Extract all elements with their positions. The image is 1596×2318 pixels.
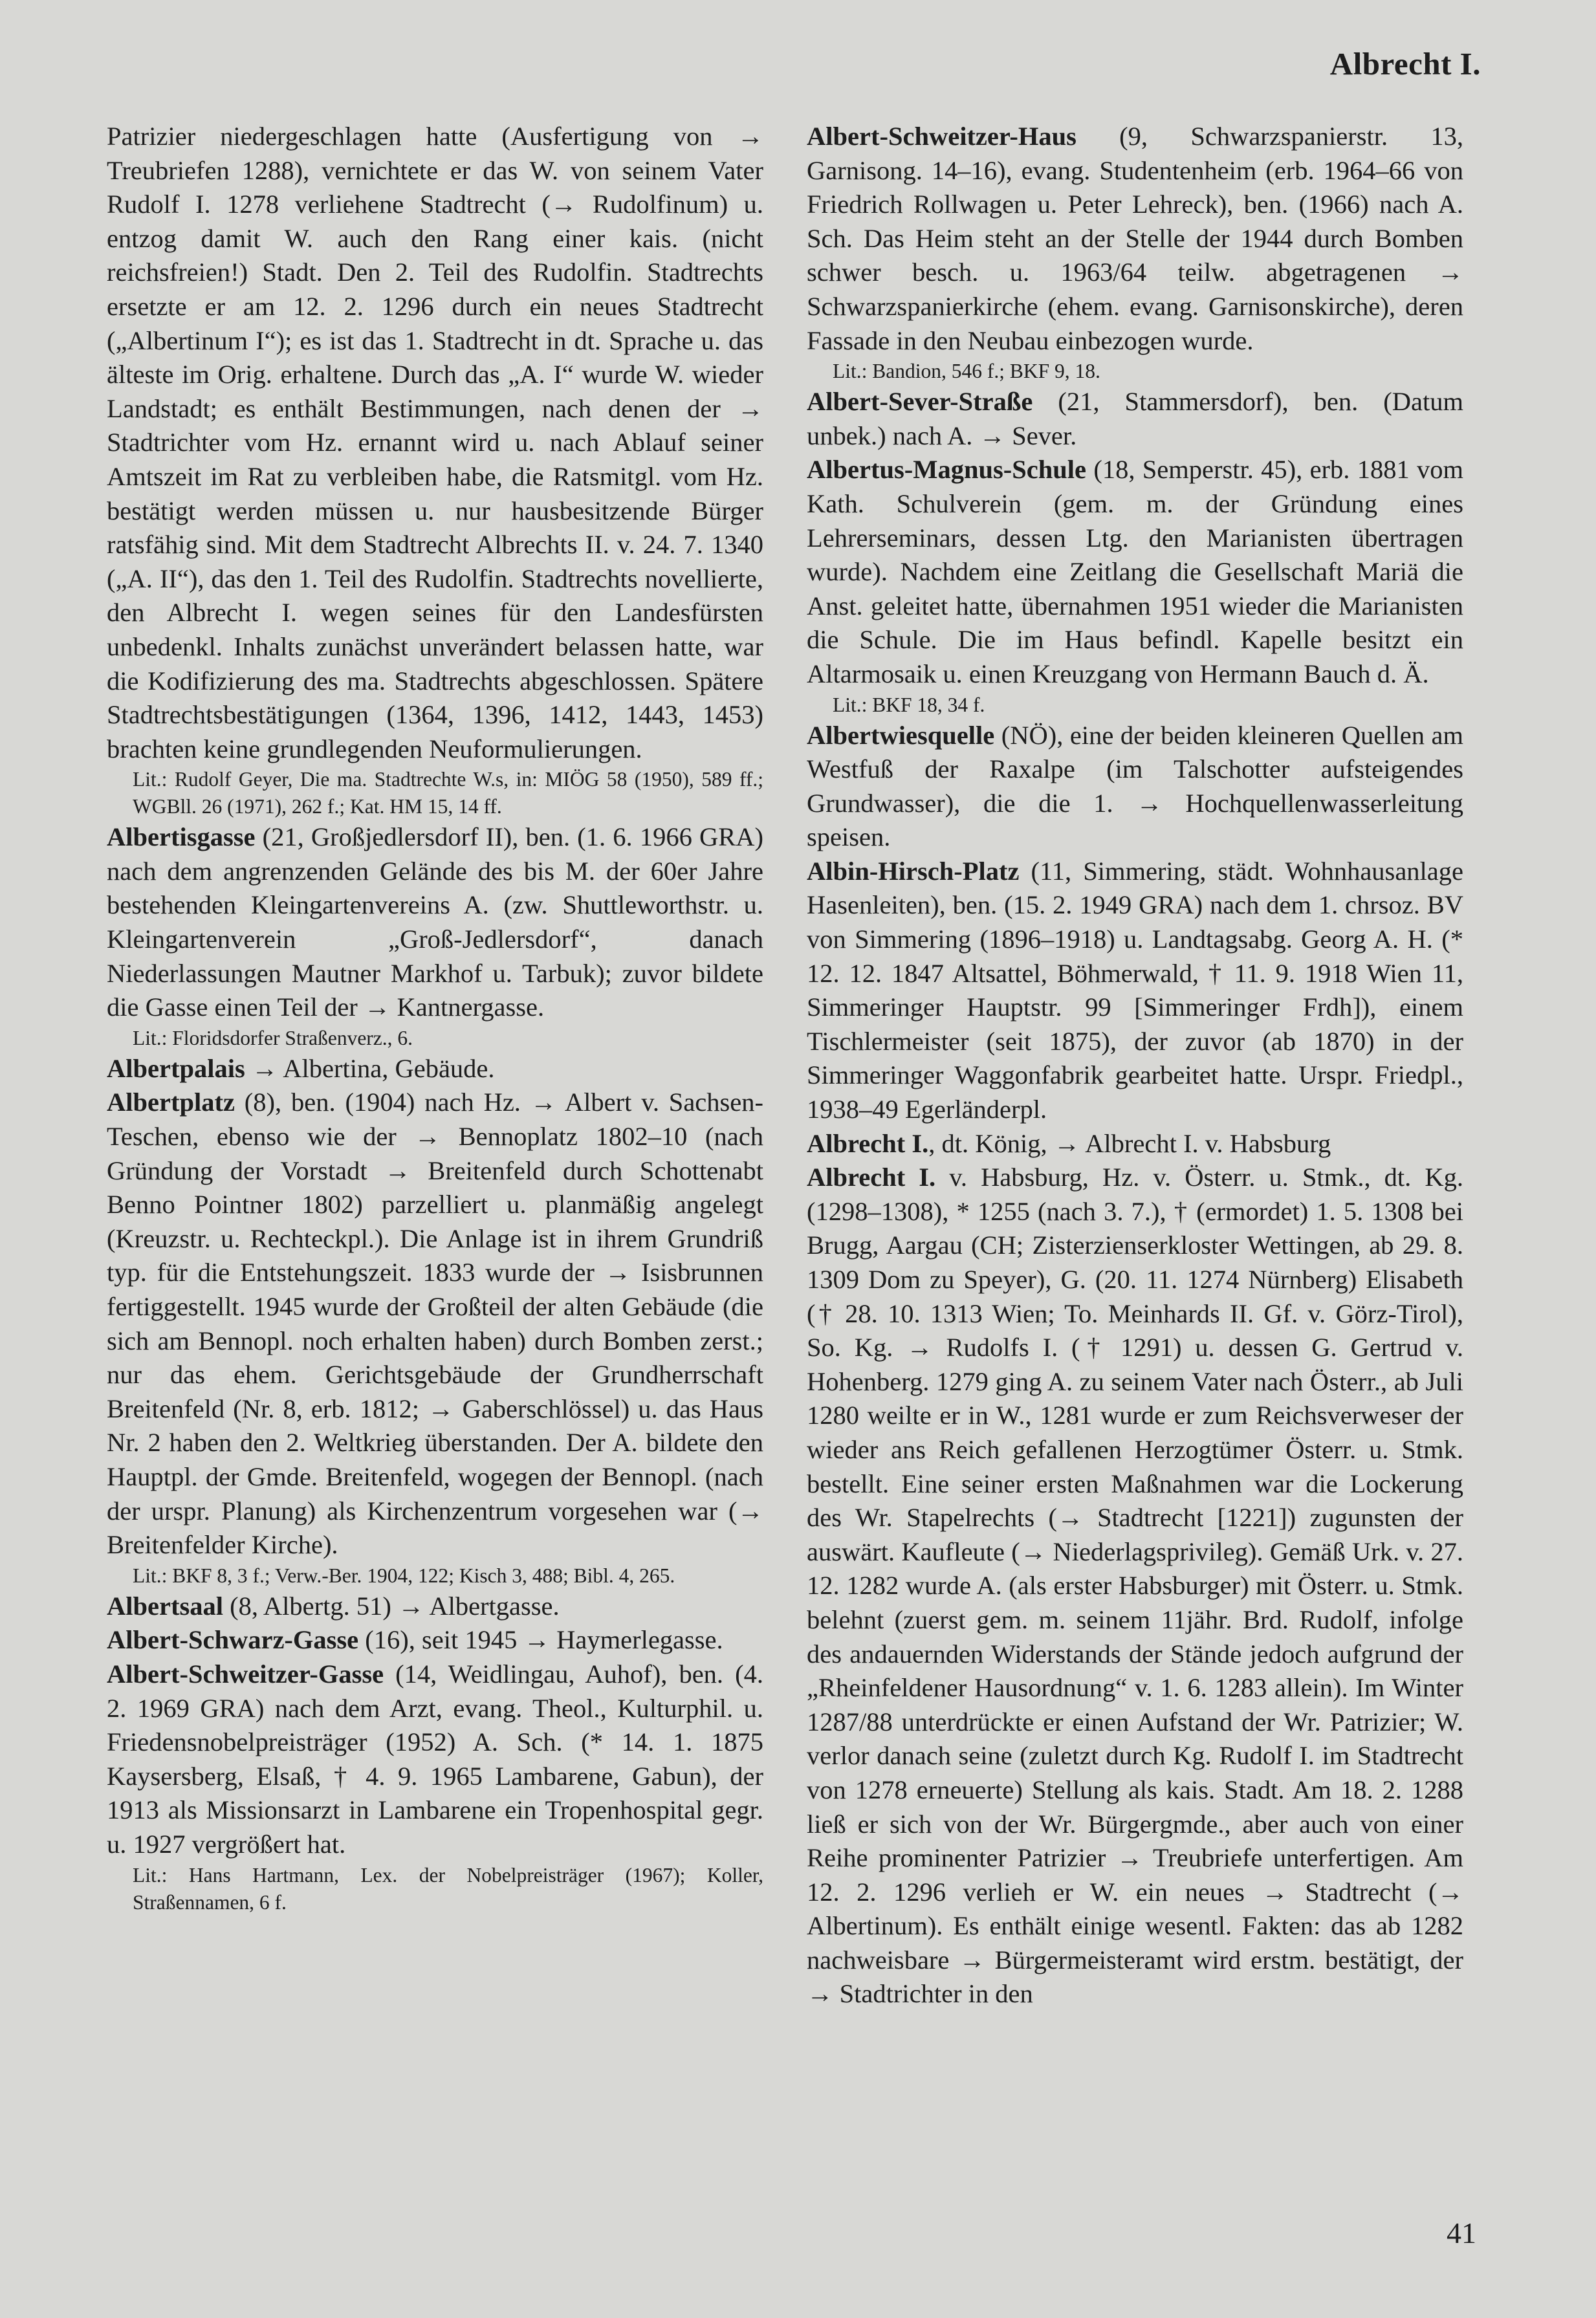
entry-body: (NÖ), eine der beiden kleineren Quellen am Westfuß der Raxalpe (im Talschotter aufsteigendes Grundwasser), die die 1. → Hochquellenwasserleitung speisen. (807, 720, 1463, 852)
dictionary-entry (107, 1623, 763, 1657)
entry-headword: Albertpalais (107, 1053, 245, 1083)
dictionary-entry (807, 855, 1463, 1127)
dictionary-entry (807, 385, 1463, 453)
dictionary-entry (807, 120, 1463, 358)
entry-body: (21, Stammersdorf), ben. (Datum unbek.) nach A. → Sever. (807, 387, 1463, 450)
entry-body: (14, Weidlingau, Auhof), ben. (4. 2. 1969 GRA) nach dem Arzt, evang. Theol., Kulturphil. u. Friedensnobelpreisträger (1952) A. Sch. (* 14. 1. 1875 Kaysersberg, Elsaß, † 4. 9. 1965 Lambarene, Gabun), der 1913 als Missionsarzt in Lambarene ein Tropenhospital gegr. u. 1927 vergrößert hat. (107, 1659, 763, 1859)
entry-headword: Albert-Sever-Straße (807, 387, 1033, 417)
running-head: Albrecht I. (1329, 46, 1481, 82)
entry-body: (21, Großjedlersdorf II), ben. (1. 6. 1966 GRA) nach dem angrenzenden Gelände des bis M. der 60er Jahre bestehenden Kleingartenvereins A. (zw. Shuttleworthstr. u. Kleingartenverein „Groß-Jedlersdorf“, danach Niederlassungen Mautner Markhof u. Tarbuk); zuvor bildete die Gasse einen Teil der → Kantnergasse. (107, 822, 763, 1022)
dictionary-entry (807, 1161, 1463, 2011)
entry-headword: Albertwiesquelle (807, 720, 995, 750)
dictionary-entry (107, 1590, 763, 1624)
literature-reference: Lit.: Hans Hartmann, Lex. der Nobelpreisträger (1967); Koller, Straßennamen, 6 f. (133, 1863, 763, 1914)
dictionary-entry (107, 1086, 763, 1562)
entry-body: v. Habsburg, Hz. v. Österr. u. Stmk., dt. Kg. (1298–1308), * 1255 (nach 3. 7.), † (ermordet) 1. 5. 1308 bei Brugg, Aargau (CH; Zisterzienserkloster Wettingen, ab 29. 8. 1309 Dom zu Speyer), G. (20. 11. 1274 Nürnberg) Elisabeth († 28. 10. 1313 Wien; To. Meinhards II. Gf. v. Görz-Tirol), So. Kg. → Rudolfs I. († 1291) u. dessen G. Gertrud v. Hohenberg. 1279 ging A. zu seinem Vater nach Österr., ab Juli 1280 weilte er in W., 1281 wurde er zum Reichsverweser der wieder ans Reich gefallenen Herzogtümer Österr. u. Stmk. bestellt. Eine seiner ersten Maßnahmen war die Lockerung des Wr. Stapelrechts (→ Stadtrecht [1221]) zugunsten der auswärt. Kaufleute (→ Niederlagsprivileg). Gemäß Urk. v. 27. 12. 1282 wurde A. (als erster Habsburger) mit Österr. u. Stmk. belehnt (zuerst gem. m. seinem 11jähr. Brd. Rudolf, infolge des andauernden Widerstands der Stände jedoch aufgrund der „Rheinfeldener Hausordnung“ v. 1. 6. 1283 allein). Im Winter 1287/88 unterdrückte er einen Aufstand der Wr. Patrizier; W. verlor danach seine (zuletzt durch Kg. Rudolf I. im Stadtrecht von 1278 erneuerte) Stellung als kais. Stadt. Am 18. 2. 1288 ließ er sich von der Wr. Bürgergmde., aber auch von einer Reihe prominenter Patrizier → Treubriefe unterfertigen. Am 12. 2. 1296 verlieh er W. ein neues → Stadtrecht (→ Albertinum). Es enthält einige wesentl. Fakten: das ab 1282 nachweisbare → Bürgermeisteramt wird erstm. bestätigt, der → Stadtrichter in den (807, 1163, 1463, 2009)
entry-body: → Albertina, Gebäude. (245, 1053, 495, 1083)
dictionary-entry (107, 1052, 763, 1086)
entry-headword: Albert-Schwarz-Gasse (107, 1625, 359, 1655)
dictionary-entry (107, 1657, 763, 1862)
literature-reference: Lit.: BKF 8, 3 f.; Verw.-Ber. 1904, 122; Kisch 3, 488; Bibl. 4, 265. (133, 1564, 675, 1587)
entry-headword: Albrecht I. (807, 1163, 936, 1192)
entry-headword: Albin-Hirsch-Platz (807, 856, 1020, 886)
entry-headword: Albrecht I. (807, 1128, 929, 1158)
entry-body: (8, Albertg. 51) → Albertgasse. (223, 1591, 560, 1621)
entry-body: (18, Semperstr. 45), erb. 1881 vom Kath. Schulverein (gem. m. der Gründung eines Lehrerseminars, dessen Ltg. den Marianisten übertragen wurde). Nachdem eine Zeitlang die Gesellschaft Mariä die Anst. geleitet hatte, übernahmen 1951 wieder die Marianisten die Schule. Die im Haus befindl. Kapelle besitzt ein Altarmosaik u. einen Kreuzgang von Hermann Bauch d. Ä. (807, 455, 1463, 688)
entry-headword: Albertplatz (107, 1088, 235, 1117)
literature-reference: Lit.: Bandion, 546 f.; BKF 9, 18. (833, 360, 1100, 383)
dictionary-entry (807, 1127, 1463, 1161)
literature-reference: Lit.: Rudolf Geyer, Die ma. Stadtrechte W.s, in: MIÖG 58 (1950), 589 ff.; WGBll. 26 (1971), 262 f.; Kat. HM 15, 14 ff. (133, 768, 763, 818)
continued-entry-text: Patrizier niedergeschlagen hatte (Ausfertigung von → Treubriefen 1288), vernichtete er das W. von seinem Vater Rudolf I. 1278 verliehene Stadtrecht (→ Rudolfinum) u. entzog damit W. auch den Rang einer kais. (nicht reichsfreien!) Stadt. Den 2. Teil des Rudolfin. Stadtrechts ersetzte er am 12. 2. 1296 durch ein neues Stadtrecht („Albertinum I“); es ist das 1. Stadtrecht in dt. Sprache u. das älteste im Orig. erhaltene. Durch das „A. I“ wurde W. wieder Landstadt; es enthält Bestimmungen, nach denen der → Stadtrichter vom Hz. ernannt wird u. nach Ablauf seiner Amtszeit im Rat zu verbleiben habe, die Ratsmitgl. vom Hz. bestätigt werden müssen u. nur hausbesitzende Bürger ratsfähig sind. Mit dem Stadtrecht Albrechts II. v. 24. 7. 1340 („A. II“), das den 1. Teil des Rudolfin. Stadtrechts novellierte, den Albrecht I. wegen seines für den Landesfürsten unbedenkl. Inhalts zunächst unverändert belassen hatte, war die Kodifizierung des ma. Stadtrechts abgeschlossen. Spätere Stadtrechtsbestätigungen (1364, 1396, 1412, 1443, 1453) brachten keine grundlegenden Neuformulierungen. (107, 122, 763, 763)
entry-headword: Albertus-Magnus-Schule (807, 455, 1087, 485)
entry-headword: Albert-Schweitzer-Gasse (107, 1659, 384, 1689)
entry-body: , dt. König, → Albrecht I. v. Habsburg (928, 1128, 1331, 1158)
entry-body: (16), seit 1945 → Haymerlegasse. (358, 1625, 723, 1655)
entry-body: (9, Schwarzspanierstr. 13, Garnisong. 14–16), evang. Studentenheim (erb. 1964–66 von Friedrich Rollwagen u. Peter Lehreck), ben. (1966) nach A. Sch. Das Heim steht an der Stelle der 1944 durch Bomben schwer besch. u. 1963/64 teilw. abgetragenen → Schwarzspanierkirche (ehem. evang. Garnisonskirche), deren Fassade in den Neubau einbezogen wurde. (807, 122, 1463, 355)
dictionary-entry (807, 719, 1463, 855)
dictionary-entry (807, 453, 1463, 691)
entry-body: (8), ben. (1904) nach Hz. → Albert v. Sachsen-Teschen, ebenso wie der → Bennoplatz 1802–10 (nach Gründung der Vorstadt → Breitenfeld durch Schottenabt Benno Pointner 1802) parzelliert u. planmäßig angelegt (Kreuzstr. u. Rechteckpl.). Die Anlage ist in ihrem Grundriß typ. für die Entstehungszeit. 1833 wurde der → Isisbrunnen fertiggestellt. 1945 wurde der Großteil der alten Gebäude (die sich am Bennopl. noch erhalten haben) durch Bomben zerst.; nur das ehem. Gerichtsgebäude der Grundherrschaft Breitenfeld (Nr. 8, erb. 1812; → Gaberschlössel) u. das Haus Nr. 2 haben den 2. Weltkrieg überstanden. Der A. bildete den Hauptpl. der Gmde. Breitenfeld, wogegen der Bennopl. (nach der urspr. Planung) als Kirchenzentrum vorgesehen war (→ Breitenfelder Kirche). (107, 1088, 763, 1560)
dictionary-entry (107, 820, 763, 1025)
left-column (107, 120, 763, 1916)
page-number: 41 (1447, 2216, 1476, 2249)
literature-reference: Lit.: Floridsdorfer Straßenverz., 6. (133, 1026, 413, 1049)
entry-headword: Albert-Schweitzer-Haus (807, 122, 1077, 151)
entry-headword: Albertsaal (107, 1591, 223, 1621)
literature-reference: Lit.: BKF 18, 34 f. (833, 693, 985, 716)
entry-body: (11, Simmering, städt. Wohnhausanlage Hasenleiten), ben. (15. 2. 1949 GRA) nach dem 1. chrsoz. BV von Simmering (1896–1918) u. Landtagsabg. Georg A. H. (* 12. 12. 1847 Altsattel, Böhmerwald, † 11. 9. 1918 Wien 11, Simmeringer Hauptstr. 99 [Simmeringer Frdh]), einem Tischlermeister (seit 1875), der zuvor (ab 1870) in der Simmeringer Waggonfabrik gearbeitet hatte. Urspr. Friedpl., 1938–49 Egerländerpl. (807, 856, 1463, 1124)
right-column (807, 120, 1463, 2011)
entry-headword: Albertisgasse (107, 822, 256, 852)
